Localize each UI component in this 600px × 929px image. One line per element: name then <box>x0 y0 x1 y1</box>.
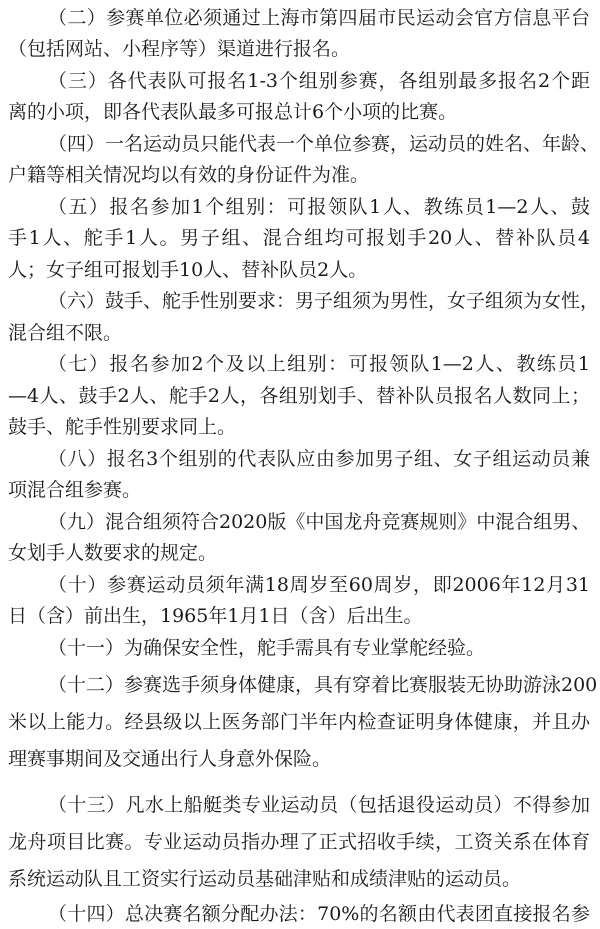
paragraph-2-line-1: （二）参赛单位必须通过上海市第四届市民运动会官方信息平台 <box>48 7 590 29</box>
paragraph-5-line-2: 手1人、舵手1人。男子组、混合组均可报划手20人、替补队员4 <box>8 227 590 249</box>
paragraph-3-line-1: （三）各代表队可报名1-3个组别参赛，各组别最多报名2个距 <box>48 70 590 92</box>
paragraph-12-line-2: 米以上能力。经县级以上医务部门半年内检查证明身体健康，并且办 <box>8 711 590 733</box>
paragraph-10-line-1: （十）参赛运动员须年满18周岁至60周岁，即2006年12月31 <box>48 574 590 596</box>
paragraph-13-line-1: （十三）凡水上船艇类专业运动员（包括退役运动员）不得参加 <box>48 794 590 816</box>
paragraph-5-line-3: 人；女子组可报划手10人、替补队员2人。 <box>8 259 368 281</box>
paragraph-14-line-1: （十四）总决赛名额分配办法：70%的名额由代表团直接报名参 <box>48 903 590 925</box>
paragraph-8-line-2: 项混合组参赛。 <box>8 479 142 501</box>
paragraph-9-line-1: （九）混合组须符合2020版《中国龙舟竞赛规则》中混合组男、 <box>48 511 591 533</box>
paragraph-2-line-2: （包括网站、小程序等）渠道进行报名。 <box>8 38 351 60</box>
paragraph-7-line-3: 鼓手、舵手性别要求同上。 <box>8 416 237 438</box>
paragraph-6-line-1: （六）鼓手、舵手性别要求：男子组须为男性，女子组须为女性， <box>48 290 600 312</box>
paragraph-4-line-1: （四）一名运动员只能代表一个单位参赛，运动员的姓名、年龄、 <box>48 133 600 155</box>
paragraph-13-line-2: 龙舟项目比赛。专业运动员指办理了正式招收手续，工资关系在体育 <box>8 831 590 853</box>
paragraph-10-line-2: 日（含）前出生，1965年1月1日（含）后出生。 <box>8 605 423 627</box>
paragraph-4-line-2: 户籍等相关情况均以有效的身份证件为准。 <box>8 164 370 186</box>
paragraph-7-line-2: —4人、鼓手2人、舵手2人，各组别划手、替补队员报名人数同上； <box>8 385 590 407</box>
paragraph-3-line-2: 离的小项，即各代表队最多可报总计6个小项的比赛。 <box>8 101 458 123</box>
paragraph-13-line-3: 系统运动队且工资实行运动员基础津贴和成绩津贴的运动员。 <box>8 868 522 890</box>
paragraph-6-line-2: 混合组不限。 <box>8 322 123 344</box>
paragraph-8-line-1: （八）报名3个组别的代表队应由参加男子组、女子组运动员兼 <box>48 448 590 470</box>
paragraph-12-line-3: 理赛事期间及交通出行人身意外保险。 <box>8 748 332 770</box>
paragraph-11-line-1: （十一）为确保安全性，舵手需具有专业掌舵经验。 <box>48 637 486 659</box>
paragraph-12-line-1: （十二）参赛选手须身体健康，具有穿着比赛服装无协助游泳200 <box>48 674 598 696</box>
paragraph-5-line-1: （五）报名参加1个组别：可报领队1人、教练员1—2人、鼓 <box>48 196 590 218</box>
paragraph-7-line-1: （七）报名参加2个及以上组别：可报领队1—2人、教练员1 <box>48 353 590 375</box>
paragraph-9-line-2: 女划手人数要求的规定。 <box>8 542 218 564</box>
